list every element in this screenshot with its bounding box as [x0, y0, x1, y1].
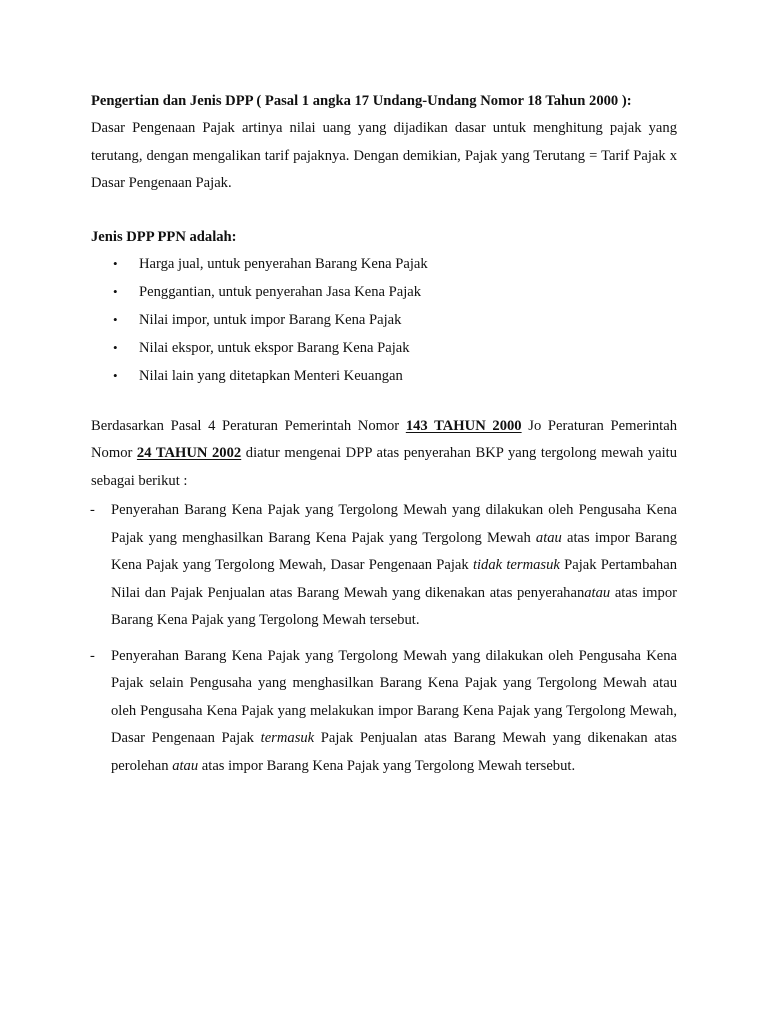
regulation-link-pp-143-2000[interactable]: 143 TAHUN 2000	[405, 417, 522, 434]
italic-run: atau	[584, 584, 611, 601]
list-item	[113, 362, 677, 390]
list-item-text: Penggantian, untuk penyerahan Jasa Kena Pajak	[139, 283, 422, 300]
italic-run: termasuk	[260, 730, 315, 746]
dpp-types-list	[91, 250, 677, 390]
list-item-text	[111, 497, 677, 635]
bullet-icon: •	[113, 255, 118, 271]
italic-run: atau	[535, 529, 562, 546]
text-run: Penyerahan Barang Kena Pajak yang Tergolong Mewah yang dilakukan oleh Pengusaha Kena Pajak selain Pengusaha yang menghasilkan Barang Kena Pajak yang Tergolong Mewah atau oleh Pengusaha Kena Pajak yang melakukan impor Barang Kena Pajak yang Tergolong Mewah, Dasar Pengenaan Pajak	[111, 647, 677, 746]
text-run: Pajak Pertambahan Nilai dan Pajak Penjualan atas Barang Mewah yang dikenakan atas penyerahan	[111, 557, 677, 601]
text-run: Penyerahan Barang Kena Pajak yang Tergolong Mewah yang dilakukan oleh Pengusaha Kena Pajak yang menghasilkan Barang Kena Pajak yang Tergolong Mewah	[111, 502, 677, 546]
types-heading: Jenis DPP PPN adalah:	[91, 228, 237, 245]
regulation-text-1: Berdasarkan Pasal 4 Peraturan Pemerintah Nomor	[91, 417, 406, 434]
list-item	[113, 278, 677, 306]
text-run: atas impor Barang Kena Pajak yang Tergolong Mewah tersebut.	[111, 584, 677, 628]
italic-run: atau	[172, 757, 199, 774]
list-item-text: Nilai lain yang ditetapkan Menteri Keuangan	[139, 367, 403, 384]
section-heading: Pengertian dan Jenis DPP ( Pasal 1 angka 17 Undang-Undang Nomor 18 Tahun 2000 ):	[91, 93, 632, 109]
regulation-text-3: diatur mengenai DPP atas penyerahan BKP yang tergolong mewah yaitu sebagai berikut :	[91, 445, 678, 489]
luxury-goods-list	[91, 497, 677, 780]
italic-run: tidak termasuk	[472, 557, 560, 573]
dash-icon: -	[90, 647, 95, 664]
definition-paragraph: Dasar Pengenaan Pajak artinya nilai uang yang dijadikan dasar untuk menghitung pajak yang terutang, dengan mengalikan tarif pajaknya. Dengan demikian, Pajak yang Terutang = Tarif Pajak x Dasar Pengenaan Pajak.	[91, 120, 677, 191]
list-item-text: Nilai impor, untuk impor Barang Kena Pajak	[139, 311, 402, 328]
dash-icon: -	[90, 502, 95, 518]
bullet-icon: •	[113, 311, 118, 327]
list-item	[91, 643, 677, 781]
list-item	[91, 497, 677, 635]
list-item	[113, 334, 677, 362]
list-item-text: Nilai ekspor, untuk ekspor Barang Kena Pajak	[139, 339, 410, 356]
text-run: atas impor Barang Kena Pajak yang Tergolong Mewah tersebut.	[198, 757, 576, 774]
list-item-text	[111, 643, 677, 781]
text-run: atas impor Barang Kena Pajak yang Tergolong Mewah, Dasar Pengenaan Pajak	[111, 529, 677, 573]
bullet-icon: •	[113, 367, 118, 383]
document-body	[91, 90, 677, 780]
list-item-text: Harga jual, untuk penyerahan Barang Kena Pajak	[139, 255, 428, 272]
bullet-icon: •	[113, 283, 118, 299]
regulation-paragraph	[91, 413, 677, 496]
bullet-icon: •	[113, 339, 118, 355]
text-run: Pajak Penjualan atas Barang Mewah yang dikenakan atas perolehan	[111, 730, 677, 774]
list-item	[113, 250, 677, 278]
regulation-link-pp-24-2002[interactable]: 24 TAHUN 2002	[136, 445, 242, 461]
list-item	[113, 306, 677, 334]
regulation-text-2: Jo Peraturan Pemerintah Nomor	[91, 417, 677, 461]
